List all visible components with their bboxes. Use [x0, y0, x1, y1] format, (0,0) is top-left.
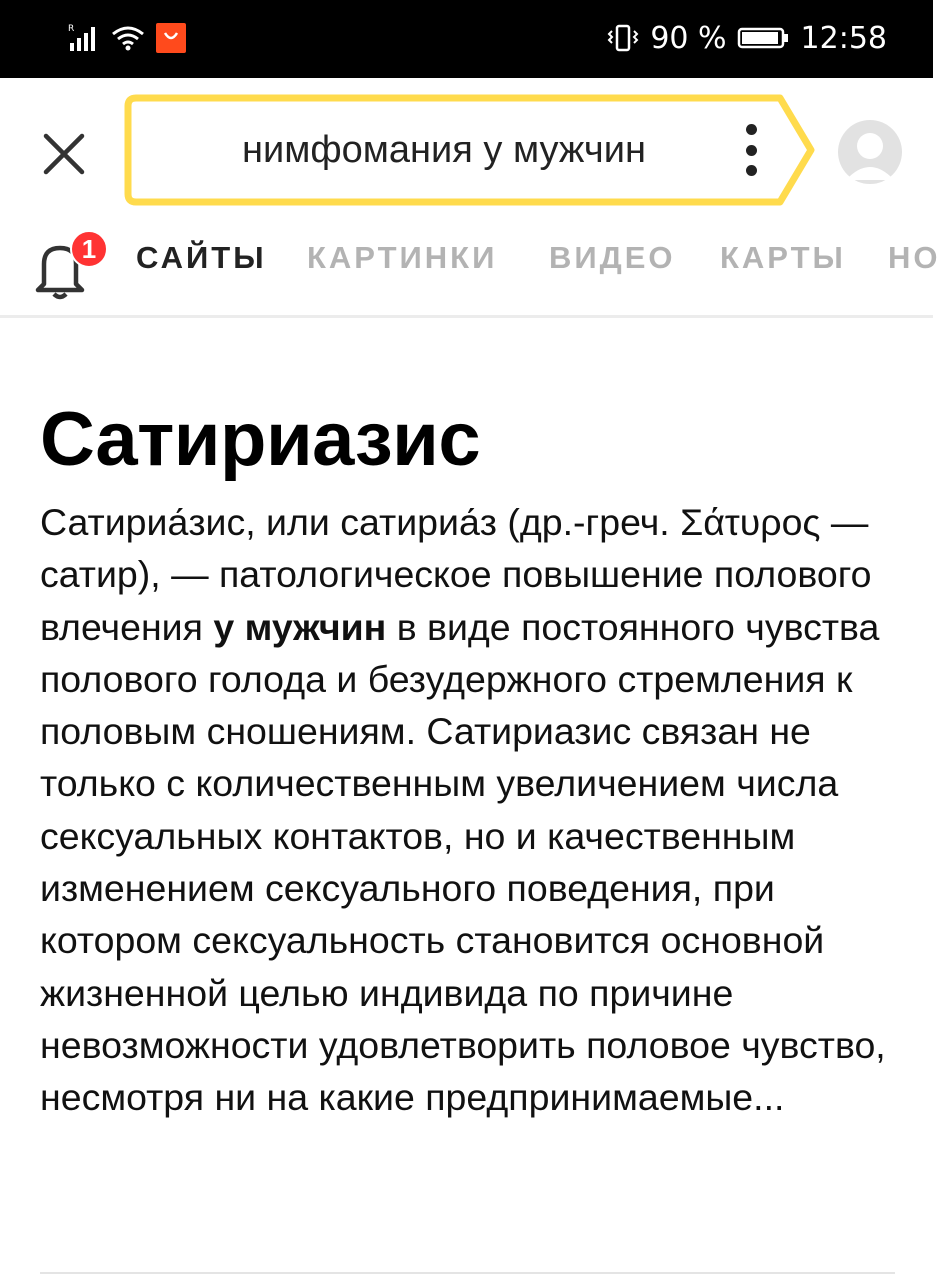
search-box[interactable]: [124, 94, 816, 206]
snippet-text-before: Сатириа́зис, или сатириа́з (др.-греч. Σάτυρος — сатир), — патологическое повышение полового влечения: [40, 501, 872, 648]
status-bar-left: [66, 18, 186, 58]
search-result-card: [40, 396, 910, 1124]
notification-count-badge: 1: [70, 230, 108, 268]
search-tabs: [0, 222, 941, 302]
result-title[interactable]: Сатириазис: [40, 397, 481, 482]
aliexpress-app-icon: [156, 23, 186, 53]
result-snippet: [40, 496, 910, 1124]
tab-images[interactable]: КАРТИНКИ: [307, 240, 498, 275]
status-bar: [0, 0, 933, 78]
close-button[interactable]: [36, 126, 92, 182]
vibrate-icon: [606, 23, 640, 53]
search-header: [0, 78, 941, 318]
tab-video[interactable]: ВИДЕО: [549, 240, 676, 275]
wifi-icon: [110, 23, 146, 53]
avatar[interactable]: [838, 120, 902, 184]
tab-maps[interactable]: КАРТЫ: [720, 240, 846, 275]
tab-news[interactable]: НО: [888, 240, 941, 275]
snippet-highlight: у мужчин: [213, 605, 387, 648]
status-bar-right: [606, 18, 887, 58]
result-divider: [40, 1272, 895, 1274]
signal-bars-icon: [66, 23, 100, 53]
clock: 12:58: [800, 20, 887, 56]
snippet-text-after: в виде постоянного чувства полового голода и безудержного стремления к половым сношениям. Сатириазис связан не только с количественным увеличением числа сексуальных контактов, но и качественным изменением сексуального поведения, при котором сексуальность становится основной жизненной целью индивида по причине невозможности удовлетворить половое чувство, несмотря ни на какие предпринимаемые...: [40, 605, 886, 1119]
tab-sites[interactable]: САЙТЫ: [136, 240, 267, 275]
more-vertical-icon[interactable]: [736, 124, 766, 176]
notifications-button[interactable]: [30, 230, 110, 300]
battery-percent: 90 %: [650, 20, 727, 56]
battery-icon: [737, 23, 791, 53]
close-icon: [36, 126, 92, 182]
user-avatar-icon: [838, 120, 902, 184]
search-input[interactable]: нимфомания у мужчин: [242, 128, 646, 171]
svg-text:R: R: [68, 24, 75, 34]
